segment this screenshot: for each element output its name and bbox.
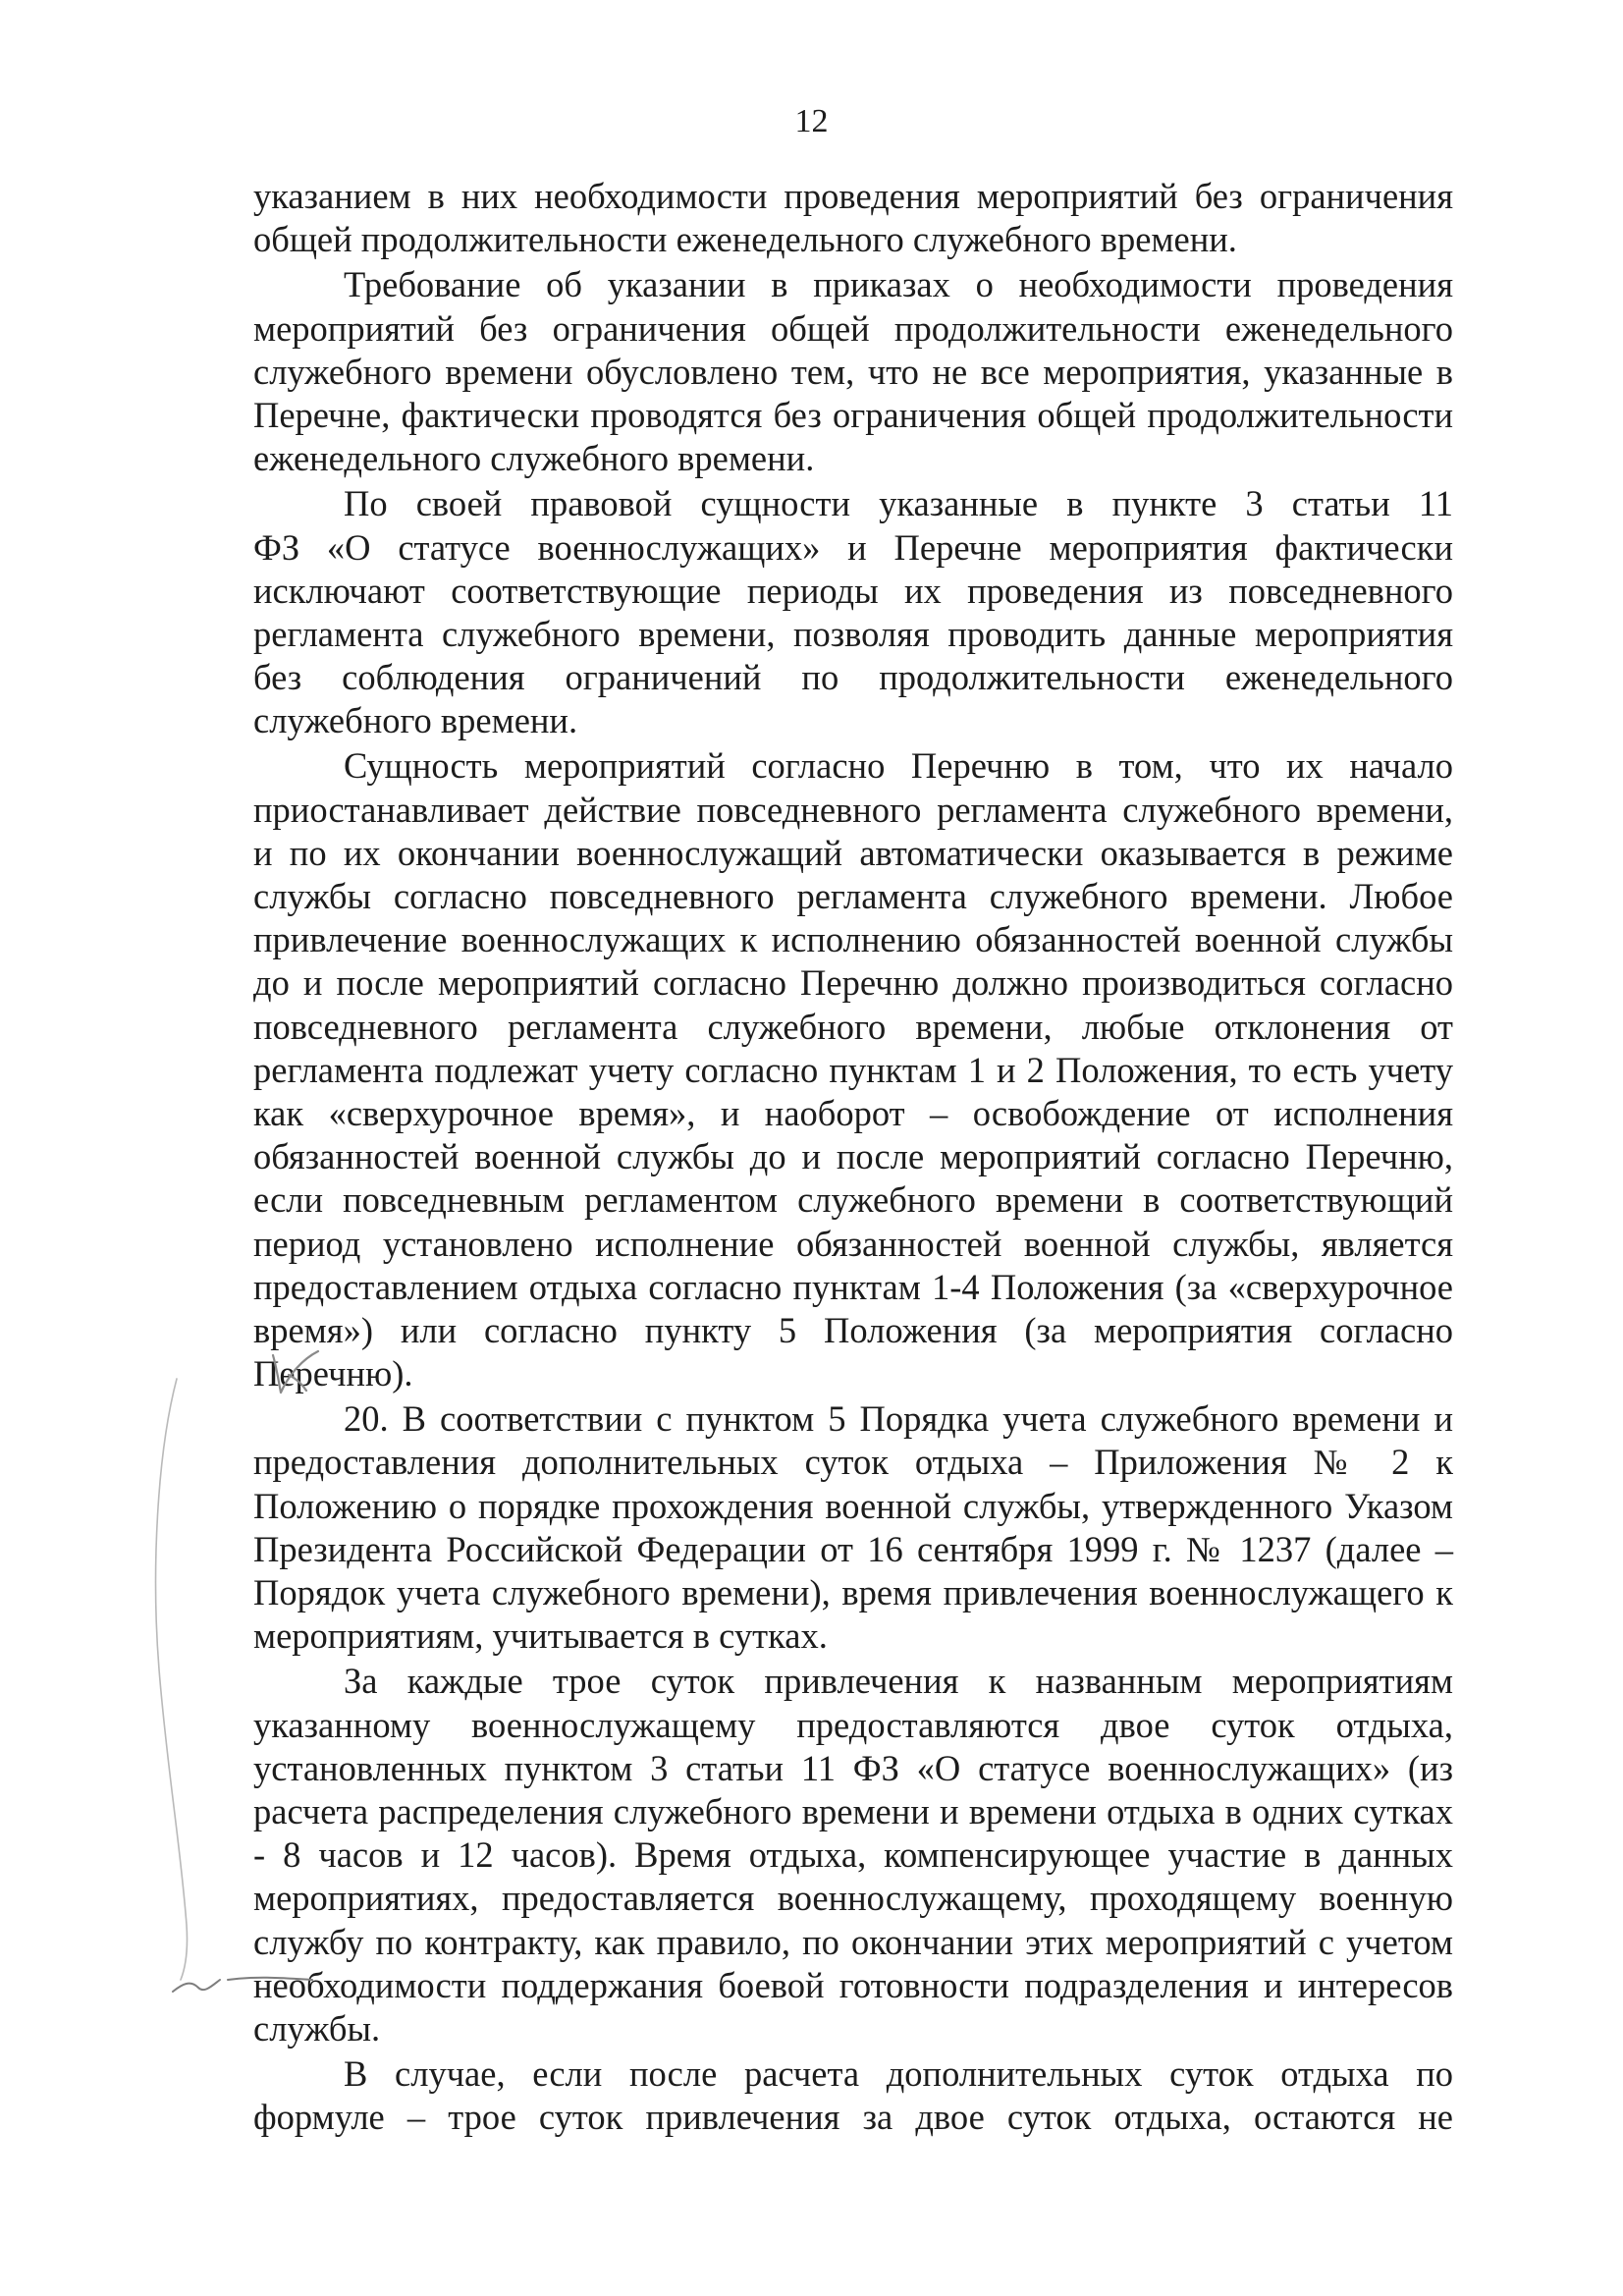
text-line: если повседневным регламентом служебного времени в соответствующий <box>253 1179 1453 1221</box>
text-line: без соблюдения ограничений по продолжительности еженедельного <box>253 657 1453 698</box>
text-line: и по их окончании военнослужащий автоматически оказывается в режиме <box>253 832 1453 873</box>
paragraph <box>253 744 1453 1395</box>
text-line: Порядок учета служебного времени), время привлечения военнослужащего к <box>253 1572 1453 1613</box>
text-line: служебного времени обусловлено тем, что не все мероприятия, указанные в <box>253 351 1453 392</box>
text-line: Президента Российской Федерации от 16 сентября 1999 г. № 1237 (далее – <box>253 1528 1453 1569</box>
text-line: мероприятий без ограничения общей продолжительности еженедельного <box>253 307 1453 349</box>
text-line: регламента подлежат учету согласно пунктам 1 и 2 Положения, то есть учету <box>253 1049 1453 1090</box>
text-line: до и после мероприятий согласно Перечню должно производиться согласно <box>253 962 1453 1004</box>
text-line: расчета распределения служебного времени и времени отдыха в одних сутках <box>253 1790 1453 1831</box>
text-line: 20. В соответствии с пунктом 5 Порядка учета служебного времени и <box>344 1398 1453 1440</box>
text-line: службы согласно повседневного регламента служебного времени. Любое <box>253 876 1453 916</box>
text-line: предоставлением отдыха согласно пунктам 1-4 Положения (за «сверхурочное <box>253 1266 1453 1307</box>
text-line: В случае, если после расчета дополнительных суток отдыха по <box>344 2053 1453 2095</box>
text-line: исключают соответствующие периоды их проведения из повседневного <box>253 570 1453 611</box>
document-body <box>253 175 1453 2141</box>
text-line: служебного времени. <box>253 700 578 741</box>
paragraph <box>253 2052 1453 2139</box>
text-line: привлечение военнослужащих к исполнению обязанностей военной службы <box>253 919 1453 960</box>
paragraph <box>253 1660 1453 2050</box>
text-line: общей продолжительности еженедельного служебного времени. <box>253 219 1237 260</box>
text-line: указанному военнослужащему предоставляются двое суток отдыха, <box>253 1704 1453 1745</box>
paragraph <box>253 263 1453 480</box>
pencil-margin-bracket-icon <box>147 1375 216 1984</box>
text-line: ФЗ «О статусе военнослужащих» и Перечне мероприятия фактически <box>253 526 1453 568</box>
text-line: службу по контракту, как правило, по окончании этих мероприятий с учетом <box>253 1921 1453 1962</box>
paragraph <box>253 175 1453 261</box>
text-line: Требование об указании в приказах о необходимости проведения <box>344 264 1453 305</box>
text-line: повседневного регламента служебного времени, любые отклонения от <box>253 1006 1453 1047</box>
text-line: как «сверхурочное время», и наоборот – освобождение от исполнения <box>253 1092 1453 1133</box>
text-line: Перечне, фактически проводятся без ограничения общей продолжительности <box>253 394 1453 435</box>
text-line: необходимости поддержания боевой готовности подразделения и интересов <box>253 1964 1453 2005</box>
text-line: регламента служебного времени, позволяя проводить данные мероприятия <box>253 613 1453 654</box>
text-line: период установлено исполнение обязанностей военной службы, является <box>253 1223 1453 1264</box>
page-number: 12 <box>794 103 829 139</box>
text-line: Положению о порядке прохождения военной службы, утвержденного Указом <box>253 1485 1453 1526</box>
text-line: службы. <box>253 2007 381 2049</box>
text-line: время») или согласно пункту 5 Положения (за мероприятия согласно <box>253 1309 1453 1350</box>
text-line: предоставления дополнительных суток отдыха – Приложения № 2 к <box>253 1442 1453 1483</box>
text-line: указанием в них необходимости проведения мероприятий без ограничения <box>253 176 1453 216</box>
text-line: обязанностей военной службы до и после мероприятий согласно Перечню, <box>253 1136 1453 1177</box>
text-line: За каждые трое суток привлечения к названным мероприятиям <box>344 1661 1453 1702</box>
text-line: приостанавливает действие повседневного регламента служебного времени, <box>253 789 1453 830</box>
text-line: еженедельного служебного времени. <box>253 438 815 479</box>
text-line: формуле – трое суток привлечения за двое суток отдыха, остаются не <box>253 2097 1453 2138</box>
text-line: мероприятиях, предоставляется военнослужащему, проходящему военную <box>253 1878 1453 1919</box>
paragraph <box>253 1397 1453 1658</box>
text-line: По своей правовой сущности указанные в пункте 3 статьи 11 <box>344 483 1453 524</box>
text-line: Перечню). <box>253 1353 413 1394</box>
paragraph <box>253 482 1453 742</box>
text-line: Сущность мероприятий согласно Перечню в том, что их начало <box>344 745 1453 787</box>
text-line: установленных пунктом 3 статьи 11 ФЗ «О статусе военнослужащих» (из <box>253 1747 1453 1788</box>
text-line: мероприятиям, учитывается в сутках. <box>253 1615 828 1657</box>
text-line: - 8 часов и 12 часов). Время отдыха, компенсирующее участие в данных <box>253 1834 1453 1876</box>
